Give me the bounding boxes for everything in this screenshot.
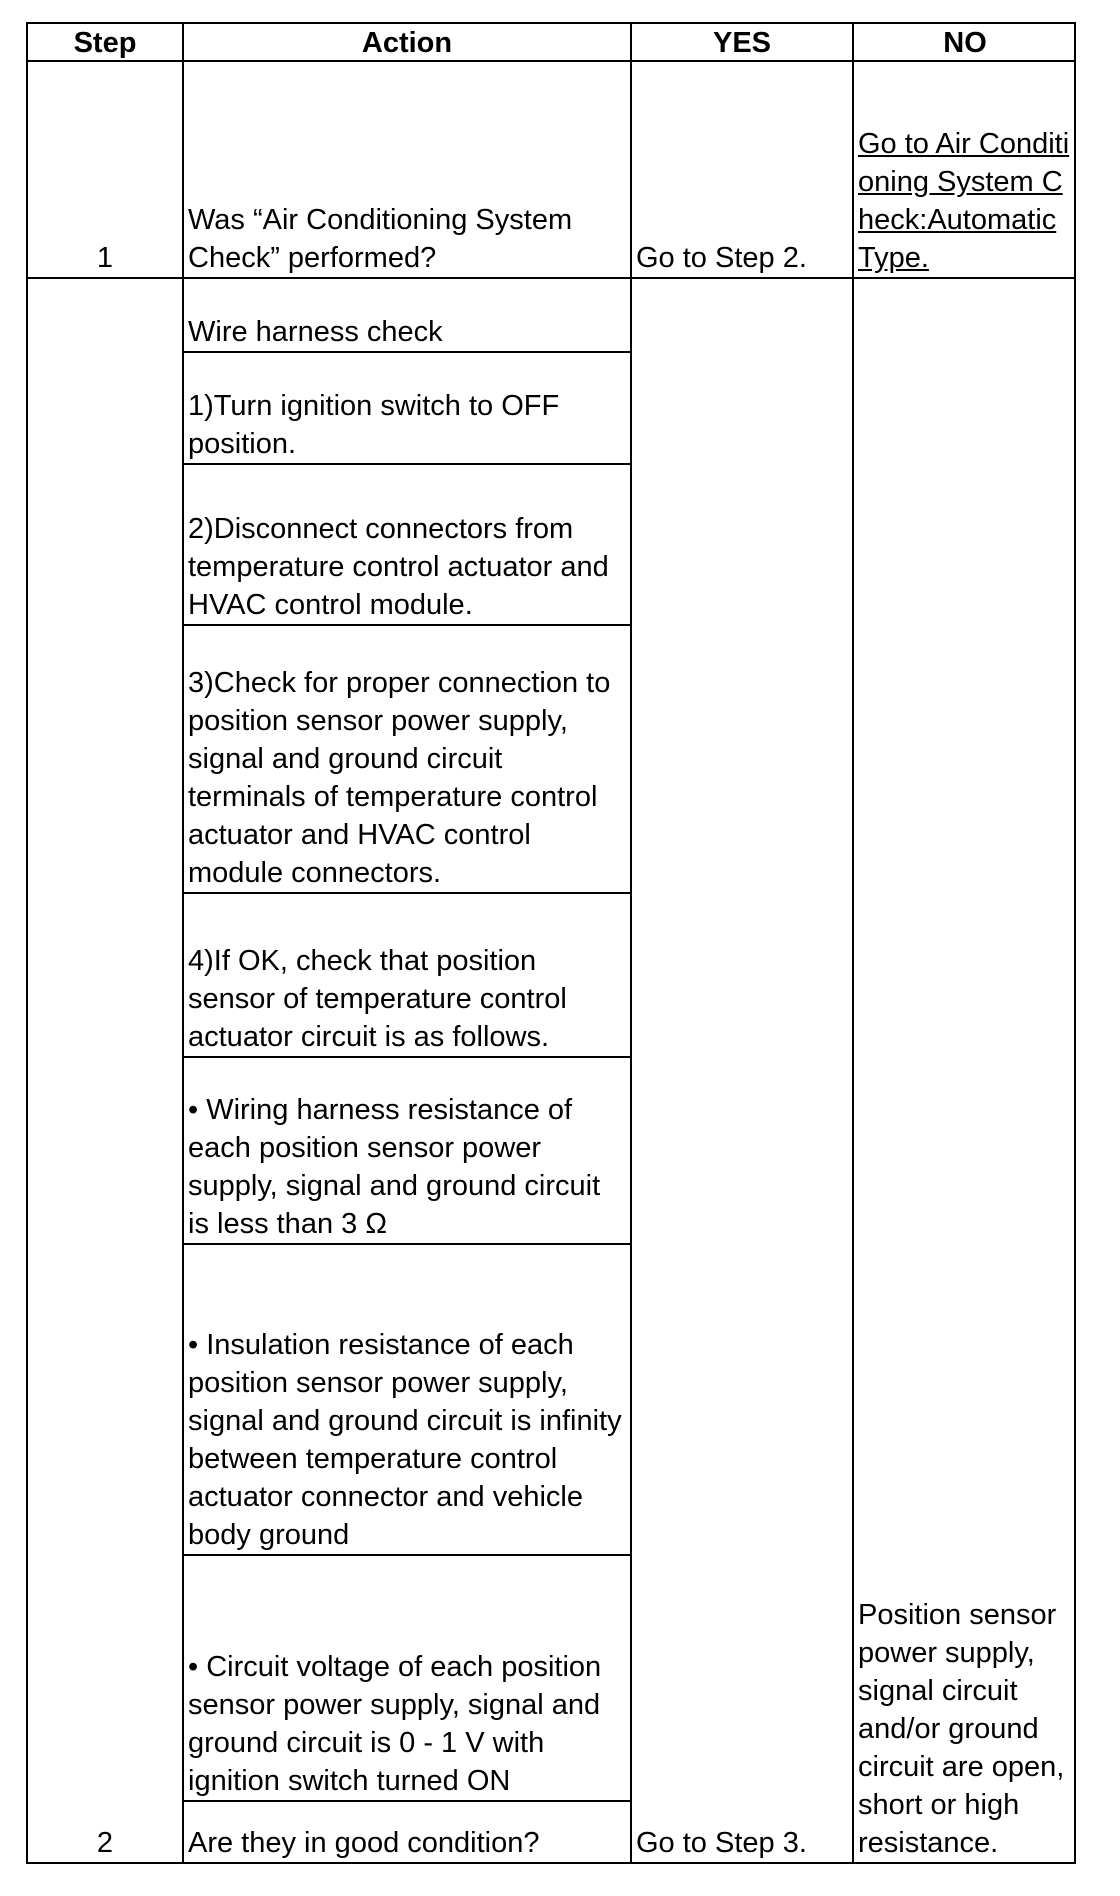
no-cell [854, 62, 1076, 277]
yes-cell [632, 62, 852, 277]
action-cell [184, 465, 630, 624]
action-text: 3)Check for proper connection to position sensor power supply, signal and ground circuit terminals of temperature control actuator and HVAC control module connectors. [188, 667, 611, 889]
action-cell [184, 62, 630, 277]
action-text: 1)Turn ignition switch to OFF position. [188, 390, 560, 460]
header-yes: YES [712, 27, 772, 59]
no-cell [854, 279, 1076, 1862]
action-text: • Circuit voltage of each position sensor power supply, signal and ground circuit is 0 - 1 V with ignition switch turned ON [188, 1651, 602, 1797]
action-cell [184, 1802, 630, 1862]
step-number-text: 1 [96, 242, 114, 274]
diagnostic-table [26, 22, 1076, 1864]
action-cell [184, 1058, 630, 1243]
header-no: NO [943, 27, 987, 59]
step-number [28, 62, 182, 277]
header-action: Action [361, 27, 453, 59]
action-cell [184, 353, 630, 463]
action-text: Wire harness check [188, 316, 443, 348]
ac-system-check-link[interactable]: Go to Air Conditioning System Check:Automatic Type. [858, 128, 1070, 274]
action-text: • Insulation resistance of each position sensor power supply, signal and ground circuit is infinity between temperature control actuator connector and vehicle body ground [188, 1329, 622, 1551]
action-text: Are they in good condition? [188, 1827, 540, 1859]
action-cell [184, 1556, 630, 1800]
step-number [28, 279, 182, 1862]
yes-text: Go to Step 2. [636, 242, 807, 274]
yes-cell [632, 279, 852, 1862]
header-step: Step [73, 27, 137, 59]
action-text: • Wiring harness resistance of each position sensor power supply, signal and ground circuit is less than 3 Ω [188, 1094, 601, 1240]
action-text: Was “Air Conditioning System Check” performed? [188, 204, 573, 274]
action-cell [184, 279, 630, 351]
action-cell [184, 894, 630, 1056]
action-text: 2)Disconnect connectors from temperature control actuator and HVAC control module. [188, 513, 609, 621]
no-text: Position sensor power supply, signal circuit and/or ground circuit are open, short or high resistance. [858, 1599, 1065, 1859]
action-cell [184, 626, 630, 892]
yes-text: Go to Step 3. [636, 1827, 807, 1859]
action-cell [184, 1245, 630, 1554]
action-text: 4)If OK, check that position sensor of temperature control actuator circuit is as follows. [188, 945, 567, 1053]
step-number-text: 2 [96, 1827, 114, 1859]
